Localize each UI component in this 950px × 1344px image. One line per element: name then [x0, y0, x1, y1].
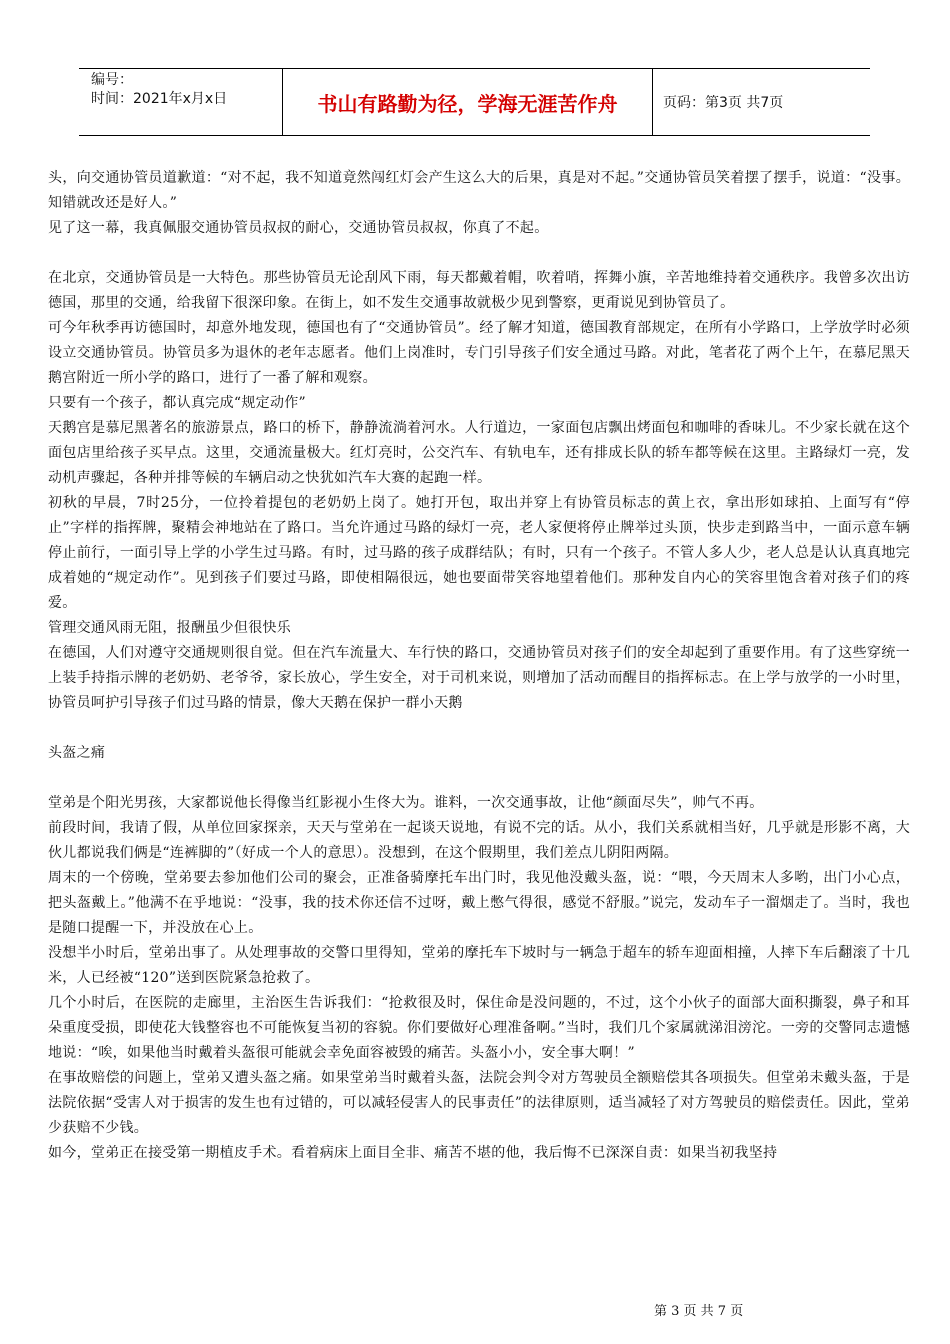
paragraph: 没想半小时后，堂弟出事了。从处理事故的交警口里得知，堂弟的摩托车下坡时与一辆急于超车的轿车迎面相撞，人摔下车后翻滚了十几米，人已经被“120”送到医院紧急抢救了。 [48, 945, 910, 986]
paragraph: 见了这一幕，我真佩服交通协管员叔叔的耐心，交通协管员叔叔，你真了不起。 [48, 220, 549, 236]
section-heading: 只要有一个孩子，都认真完成“规定动作” [48, 395, 307, 411]
paragraph: 在北京，交通协管员是一大特色。那些协管员无论刮风下雨，每天都戴着帽，吹着哨，挥舞小旗，辛苦地维持着交通秩序。我曾多次出访德国，那里的交通，给我留下很深印象。在街上，如不发生交通事故就极少见到警察，更甭说见到协管员了。 [48, 270, 910, 311]
paragraph: 在事故赔偿的问题上，堂弟又遭头盔之痛。如果堂弟当时戴着头盔，法院会判令对方驾驶员全额赔偿其各项损失。但堂弟未戴头盔，于是法院依据“受害人对于损害的发生也有过错的，可以减轻侵害人的民事责任”的法律原则，适当减轻了对方驾驶员的赔偿责任。因此，堂弟少获赔不少钱。 [48, 1070, 910, 1136]
paragraph: 前段时间，我请了假，从单位回家探亲，天天与堂弟在一起谈天说地，有说不完的话。从小，我们关系就相当好，几乎就是形影不离，大伙儿都说我们俩是“连裤脚的”（好成一个人的意思）。没想到，在这个假期里，我们差点儿阴阳两隔。 [48, 820, 910, 861]
header-page-info: 页码：第3页 共7页 [663, 95, 784, 111]
blank-line [48, 241, 910, 266]
paragraph: 几个小时后，在医院的走廊里，主治医生告诉我们：“抢救很及时，保住命是没问题的，不过，这个小伙子的面部大面积撕裂，鼻子和耳朵重度受损，即使花大钱整容也不可能恢复当初的容貌。你们要做好心理准备啊。”当时，我们几个家属就涕泪滂沱。一旁的交警同志遗憾地说：“唉，如果他当时戴着头盔很可能就会幸免面容被毁的痛苦。头盔小小，安全事大啊！” [48, 995, 910, 1061]
page-footer: 第 3 页 共 7 页 [654, 1304, 744, 1319]
header-motto: 书山有路勤为径，学海无涯苦作舟 [283, 69, 653, 135]
blank-line [48, 766, 910, 791]
article-title: 头盔之痛 [48, 745, 106, 761]
section-heading: 管理交通风雨无阻，报酬虽少但很快乐 [48, 620, 292, 636]
paragraph: 头，向交通协管员道歉道：“对不起，我不知道竟然闯红灯会产生这么大的后果，真是对不起。”交通协管员笑着摆了摆手，说道：“没事。知错就改还是好人。” [48, 170, 910, 211]
paragraph: 堂弟是个阳光男孩，大家都说他长得像当红影视小生佟大为。谁料，一次交通事故，让他“颜面尽失”，帅气不再。 [48, 795, 764, 811]
paragraph: 周末的一个傍晚，堂弟要去参加他们公司的聚会，正准备骑摩托车出门时，我见他没戴头盔，说：“喂，今天周末人多哟，出门小心点，把头盔戴上。”他满不在乎地说：“没事，我的技术你还信不过呀，戴上憋气得很，感觉不舒服。”说完，发动车子一溜烟走了。当时，我也是随口提醒一下，并没放在心上。 [48, 870, 910, 936]
page-header [79, 68, 870, 136]
paragraph: 可今年秋季再访德国时，却意外地发现，德国也有了“交通协管员”。经了解才知道，德国教育部规定，在所有小学路口，上学放学时必须设立交通协管员。协管员多为退休的老年志愿者。他们上岗准时，专门引导孩子们安全通过马路。对此，笔者花了两个上午，在慕尼黑天鹅宫附近一所小学的路口，进行了一番了解和观察。 [48, 320, 910, 386]
paragraph: 如今，堂弟正在接受第一期植皮手术。看着病床上面目全非、痛苦不堪的他，我后悔不已深深自责：如果当初我坚持 [48, 1145, 778, 1161]
paragraph: 在德国，人们对遵守交通规则很自觉。但在汽车流量大、车行快的路口，交通协管员对孩子们的安全却起到了重要作用。有了这些穿统一上装手持指示牌的老奶奶、老爷爷，家长放心，学生安全，对于司机来说，则增加了活动而醒目的指挥标志。在上学与放学的一小时里，协管员呵护引导孩子们过马路的情景，像大天鹅在保护一群小天鹅 [48, 645, 910, 711]
document-date-label: 时间：2021年x月x日 [91, 91, 228, 107]
header-meta [79, 69, 283, 135]
paragraph: 初秋的早晨，7时25分，一位拎着提包的老奶奶上岗了。她打开包，取出并穿上有协管员标志的黄上衣，拿出形如球拍、上面写有“停止”字样的指挥牌，聚精会神地站在了路口。当允许通过马路的绿灯一亮，老人家便将停止牌举过头顶，快步走到路当中，一面示意车辆停止前行，一面引导上学的小学生过马路。有时，过马路的孩子成群结队；有时，只有一个孩子。不管人多人少，老人总是认认真真地完成着她的“规定动作”。见到孩子们要过马路，即使相隔很远，她也要面带笑容地望着他们。那种发自内心的笑容里饱含着对孩子们的疼爱。 [48, 495, 910, 611]
document-number-label: 编号： [91, 72, 133, 88]
blank-line [48, 716, 910, 741]
document-body [48, 166, 910, 1166]
paragraph: 天鹅宫是慕尼黑著名的旅游景点，路口的桥下，静静流淌着河水。人行道边，一家面包店飘出烤面包和咖啡的香味儿。不少家长就在这个面包店里给孩子买早点。这里，交通流量极大。红灯亮时，公交汽车、有轨电车，还有排成长队的轿车都等候在这里。主路绿灯一亮，发动机声骤起，各种并排等候的车辆启动之快犹如汽车大赛的起跑一样。 [48, 420, 910, 486]
